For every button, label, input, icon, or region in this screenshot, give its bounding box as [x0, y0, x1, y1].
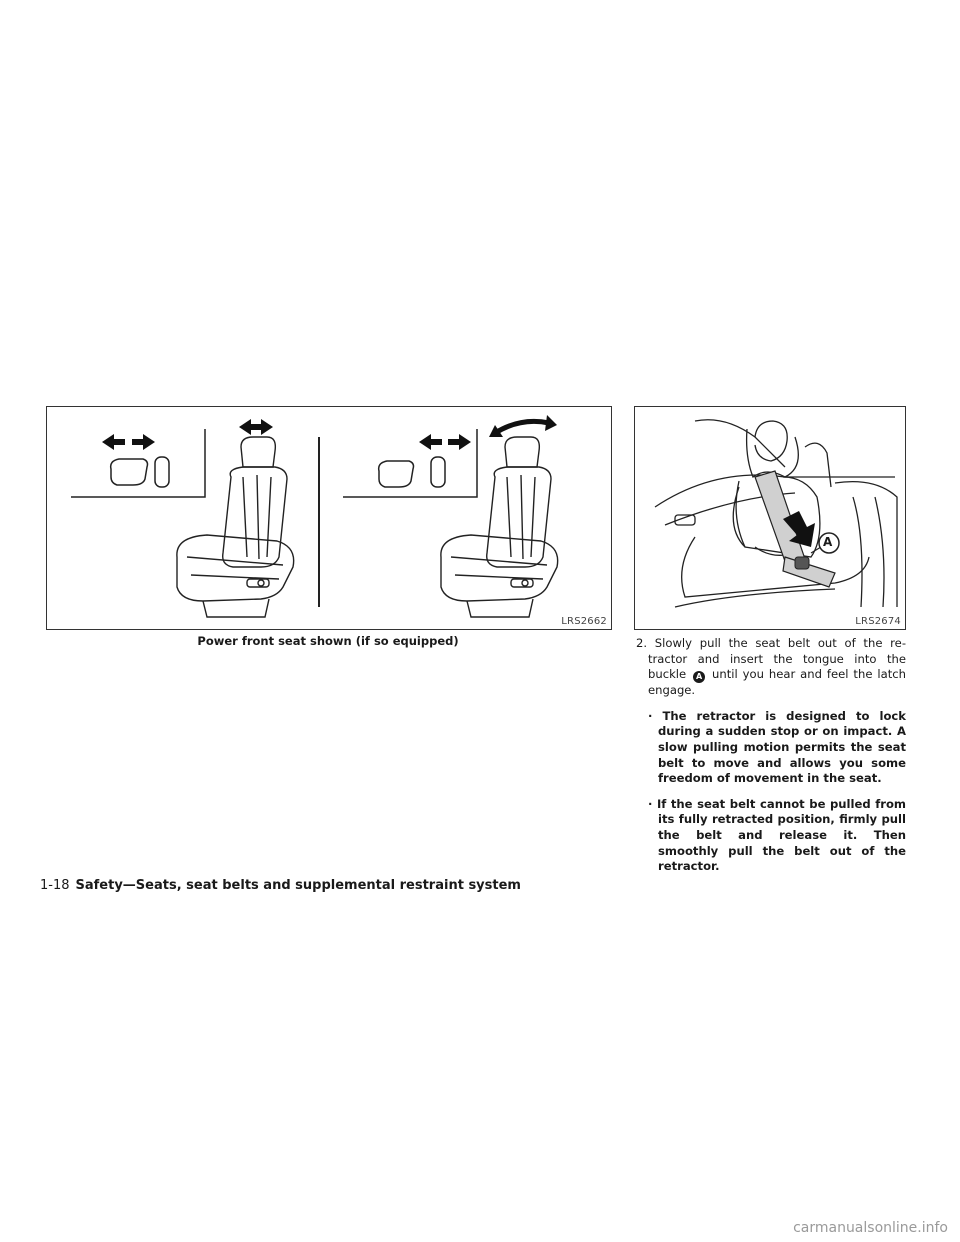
- page-number: 1-18: [40, 878, 70, 893]
- seat-adjust-illustration: [47, 407, 611, 629]
- figure-code: LRS2674: [855, 616, 901, 627]
- instructions: [636, 636, 906, 875]
- seat-belt-figure: [634, 406, 906, 630]
- seat-adjust-figure: [46, 406, 612, 630]
- slide-arrows-icon: [102, 434, 155, 450]
- callout-label: A: [823, 535, 833, 549]
- watermark: carmanualsonline.info: [793, 1220, 948, 1236]
- step-number: 2.: [636, 636, 648, 650]
- figure-code: LRS2662: [561, 616, 607, 627]
- height-arrow-icon: [239, 419, 273, 435]
- marker-a-icon: A: [693, 671, 705, 683]
- recline-arrow-icon: [495, 421, 549, 433]
- step-text-before: Slowly pull the seat belt out of the re- tractor and insert the tongue into the buckle: [648, 636, 906, 682]
- bullet-belt-stuck: · If the seat belt cannot be pulled from its fully retracted position, firmly pull the belt and release it. Then smoothly pull the belt out of the retractor.: [648, 796, 906, 874]
- page-footer: [40, 878, 521, 893]
- step-text-after: until you hear and feel the latch engage.: [648, 667, 906, 698]
- bullet-retractor-lock: · The retractor is designed to lock during a sudden stop or on impact. A slow pulling motion permits the seat belt to move and allows you some freedom of movement in the seat.: [648, 708, 906, 786]
- step-2: [636, 636, 906, 699]
- section-title: Safety—Seats, seat belts and supplemental restraint system: [75, 878, 521, 893]
- figure-caption: Power front seat shown (if so equipped): [197, 634, 459, 648]
- seat-belt-illustration: [635, 407, 905, 629]
